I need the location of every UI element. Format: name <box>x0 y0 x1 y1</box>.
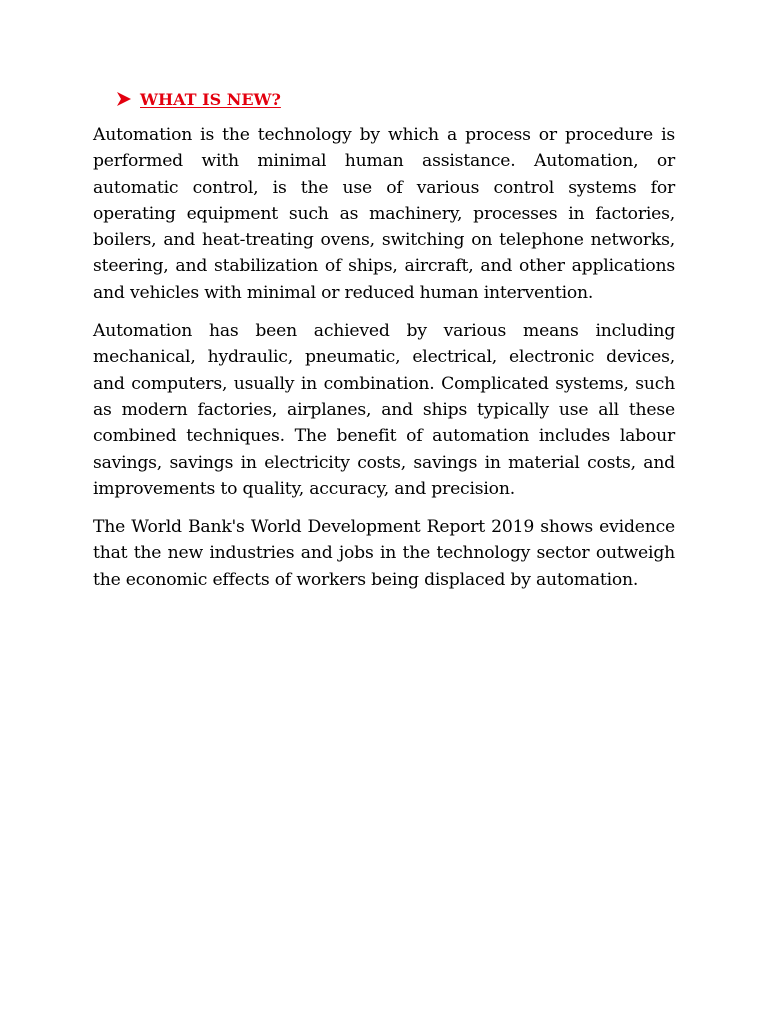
section-heading <box>115 86 675 112</box>
paragraph-automation-means: Automation has been achieved by various means including mechanical, hydraulic, pneumatic, electrical, electronic devices, and computers, usually in combination. Complicated systems, such as modern factories, airplanes, and ships typically use all these combined techniques. The benefit of automation includes labour savings, savings in electricity costs, savings in material costs, and improvements to quality, accuracy, and precision. <box>93 321 675 499</box>
arrow-bullet-icon <box>115 90 133 108</box>
paragraph-world-bank-report: The World Bank's World Development Report 2019 shows evidence that the new industries and jobs in the technology sector outweigh the economic effects of workers being displaced by automation. <box>93 517 675 590</box>
heading-title: WHAT IS NEW? <box>140 89 281 109</box>
paragraph-automation-definition: Automation is the technology by which a process or procedure is performed with minimal human assistance. Automation, or automatic control, is the use of various control systems for operating equipment such as machinery, processes in factories, boilers, and heat-treating ovens, switching on telephone networks, steering, and stabilization of ships, aircraft, and other applications and vehicles with minimal or reduced human intervention. <box>93 125 675 303</box>
document-page <box>93 86 675 605</box>
